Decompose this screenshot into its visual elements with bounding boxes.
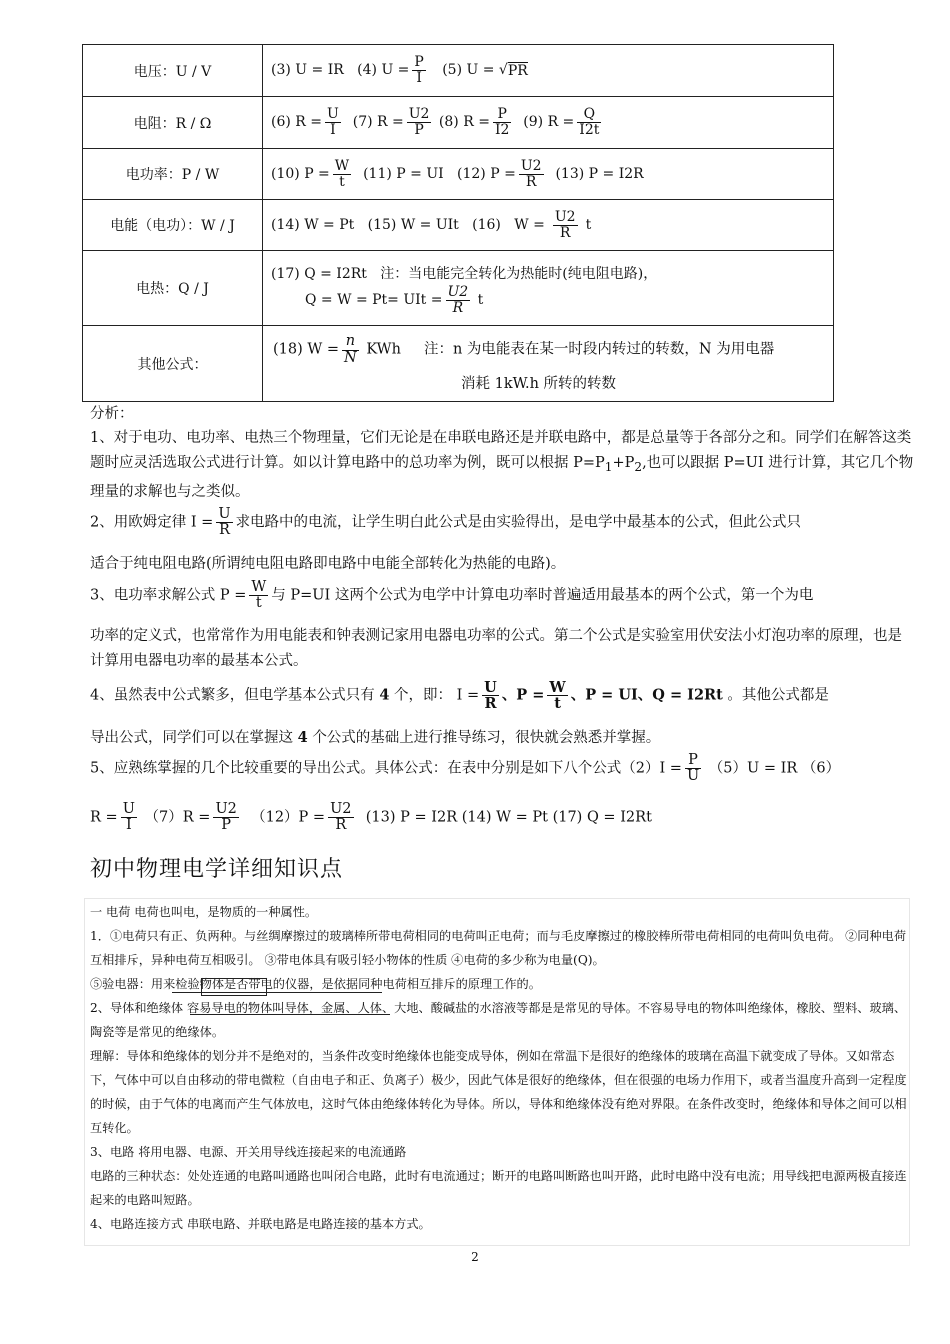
row-label: 其他公式： bbox=[83, 326, 263, 402]
table-row bbox=[83, 200, 834, 251]
formula-cell bbox=[263, 45, 834, 97]
formula: (11) P = UI bbox=[363, 166, 444, 182]
formula-cell bbox=[263, 326, 834, 402]
note: 注：n 为电能表在某一时段内转过的转数，N 为用电器 bbox=[423, 342, 775, 358]
formula: (5) U = bbox=[442, 62, 495, 79]
denominator: R bbox=[484, 695, 497, 713]
analysis-paragraph-3 bbox=[90, 580, 813, 611]
formula: (14) W = Pt bbox=[271, 217, 355, 233]
numerator: U2 bbox=[330, 801, 352, 817]
text: (13) P = I2R (14) W = Pt (17) Q = I2Rt bbox=[365, 809, 652, 826]
numerator: U2 bbox=[520, 157, 542, 174]
formula: KWh bbox=[366, 342, 401, 358]
denominator: I bbox=[125, 817, 132, 834]
fraction bbox=[547, 680, 567, 711]
formula: (17) Q = I2Rt bbox=[271, 265, 367, 282]
numerator: U bbox=[484, 679, 497, 696]
denominator: R bbox=[525, 173, 537, 190]
denominator: R bbox=[559, 224, 571, 241]
knowledge-line: 4、电路连接方式 串联电路、并联电路是电路连接的基本方式。 bbox=[90, 1217, 431, 1231]
formula-cell bbox=[263, 200, 834, 251]
fraction bbox=[553, 210, 578, 240]
text: 。其他公式都是 bbox=[727, 687, 829, 704]
numerator: U2 bbox=[554, 208, 576, 225]
denominator: R bbox=[335, 817, 347, 834]
fraction bbox=[333, 159, 351, 189]
text: （12）P = bbox=[251, 809, 326, 826]
knowledge-line: 一 电荷 电荷也叫电，是物质的一种属性。 bbox=[90, 905, 318, 919]
table-row bbox=[83, 149, 834, 200]
double-arrow-icon bbox=[190, 1014, 390, 1015]
formula: (9) R = bbox=[523, 114, 575, 131]
knowledge-line: 1．①电荷只有正、负两种。与丝绸摩擦过的玻璃棒所带电荷相同的电荷叫正电荷；而与毛皮摩擦过的橡胶棒所带电荷相同的电荷叫负电荷。 ②同种电荷互相排斥，异种电荷互相吸引。 ③带电体具有吸引轻小物体的性质 ④电荷的多少称为电量(Q)。 bbox=[90, 929, 907, 967]
fraction bbox=[325, 107, 341, 137]
fraction bbox=[446, 285, 471, 315]
fraction bbox=[482, 680, 499, 711]
analysis-paragraph-4-cont bbox=[90, 726, 660, 747]
denominator: I2t bbox=[579, 122, 600, 138]
numerator: U2 bbox=[215, 801, 237, 817]
formula: (3) U = IR bbox=[271, 62, 344, 79]
numerator: U2 bbox=[408, 106, 430, 123]
text: 4 bbox=[379, 686, 390, 704]
numerator: Q bbox=[577, 107, 601, 123]
fraction bbox=[328, 802, 353, 833]
table-row bbox=[83, 45, 834, 97]
denominator: I bbox=[330, 122, 336, 138]
fraction bbox=[342, 334, 359, 365]
fraction bbox=[493, 107, 511, 137]
denominator: I2 bbox=[494, 122, 510, 138]
knowledge-line: 理解：导体和绝缘体的划分并不是绝对的，当条件改变时绝缘体也能变成导体，例如在常温下是很好的绝缘体的玻璃在高温下就变成了导体。又如常态下，气体中可以自由移动的带电微粒（自由电子和正、负离子）极少，因此气体是很好的绝缘体，但在很强的电场力作用下，或者当温度升高到一定程度的时候，由于气体的电离而产生气体放电，这时气体由绝缘体转化为导体。所以，导体和绝缘体没有绝对界限。在条件改变时，绝缘体和导体之间可以相互转化。 bbox=[90, 1049, 907, 1135]
note: 注：当电能完全转化为热能时(纯电阻电路)， bbox=[380, 265, 658, 282]
text: ,也可以跟据 P=UI 进行计算，其它几个物理量的求解也与之类似。 bbox=[90, 455, 914, 500]
numerator: n bbox=[342, 334, 359, 350]
denominator: R bbox=[218, 522, 230, 539]
numerator: P bbox=[414, 54, 424, 71]
formula-cell bbox=[263, 149, 834, 200]
denominator: U bbox=[686, 768, 700, 785]
text: 求电路中的电流，让学生明白此公式是由实验得出，是电学中最基本的公式，但此公式只 bbox=[235, 514, 802, 531]
formula: (13) P = I2R bbox=[555, 166, 644, 182]
formula: (6) R = bbox=[271, 114, 323, 131]
fraction bbox=[412, 55, 425, 85]
fraction bbox=[249, 580, 268, 611]
table-row bbox=[83, 97, 834, 149]
text: （5）U = IR （6） bbox=[708, 760, 841, 777]
table-row bbox=[83, 326, 834, 402]
analysis-paragraph-4 bbox=[90, 680, 829, 711]
formula: (4) U = bbox=[357, 62, 410, 79]
formula: W = bbox=[514, 217, 545, 233]
analysis-paragraph-5-cont bbox=[90, 802, 652, 833]
fraction bbox=[407, 107, 432, 137]
table-row bbox=[83, 251, 834, 326]
row-label: 电热：Q / J bbox=[83, 251, 263, 326]
formula: (8) R = bbox=[438, 114, 490, 131]
text: 1、对于电功、电功率、电热三个物理量，它们无论是在串联电路还是并联电路中，都是总量等于各部分之和。同学们在解答这类题时应灵活选取公式进行计算。如以计算电路中的总功率为例，既可以根据 P=P bbox=[90, 430, 912, 471]
row-label: 电阻：R / Ω bbox=[83, 97, 263, 149]
fraction bbox=[577, 107, 601, 137]
formula: (10) P = bbox=[271, 166, 330, 182]
analysis-paragraph-2 bbox=[90, 507, 801, 538]
formula: (15) W = UIt bbox=[367, 217, 459, 233]
analysis-paragraph-1 bbox=[90, 426, 916, 505]
formula-cell bbox=[263, 251, 834, 326]
text: （7）R = bbox=[144, 809, 211, 826]
formula: Q = W = Pt= UIt = bbox=[305, 292, 443, 308]
knowledge-line: 3、电路 将用电器、电源、开关用导线连接起来的电流通路 bbox=[90, 1145, 407, 1159]
numerator: W bbox=[251, 579, 267, 595]
formula: (18) W = bbox=[273, 342, 340, 358]
sqrt-sign-icon: √ bbox=[498, 62, 508, 79]
numerator: U bbox=[218, 506, 231, 522]
text: R = bbox=[90, 809, 118, 826]
row-label: 电功率：P / W bbox=[83, 149, 263, 200]
fraction bbox=[519, 159, 544, 189]
text: 个公式的基础上进行推导练习，很快就会熟悉并掌握。 bbox=[312, 730, 661, 746]
formula: t bbox=[477, 292, 484, 308]
row-label: 电能（电功）：W / J bbox=[83, 200, 263, 251]
analysis-paragraph-2-cont: 适合于纯电阻电路(所谓纯电阻电路即电路中电能全部转化为热能的电路)。 bbox=[90, 556, 566, 572]
numerator: P bbox=[493, 107, 511, 123]
formula: (16) bbox=[472, 217, 501, 233]
text: 2、用欧姆定律 I = bbox=[90, 514, 214, 531]
numerator: U bbox=[122, 801, 135, 817]
text: I = bbox=[456, 687, 480, 704]
double-arrow-icon bbox=[172, 992, 382, 993]
formula: (12) P = bbox=[457, 166, 516, 182]
formula-cell bbox=[263, 97, 834, 149]
subscript: 2 bbox=[634, 459, 643, 474]
text: 个，即： bbox=[394, 687, 453, 704]
formula-table bbox=[82, 44, 834, 402]
fraction bbox=[685, 753, 701, 784]
denominator: P bbox=[221, 817, 232, 834]
subscript: 1 bbox=[604, 459, 613, 474]
denominator: I bbox=[416, 70, 422, 86]
numerator: W bbox=[334, 157, 350, 174]
denominator: R bbox=[452, 299, 464, 316]
numerator: W bbox=[549, 679, 566, 696]
denominator: t bbox=[554, 695, 561, 713]
knowledge-line: 2、导体和绝缘体 容易导电的物体叫导体，金属、人体、大地、酸碱盐的水溶液等都是是常见的导体。不容易导电的物体叫绝缘体，橡胶、塑料、玻璃、陶瓷等是常见的绝缘体。 bbox=[90, 1001, 907, 1039]
denominator: N bbox=[344, 349, 357, 366]
numerator: U bbox=[327, 106, 339, 123]
analysis-paragraph-3-cont: 功率的定义式，也常常作为用电能表和钟表测记家用电器电功率的公式。第二个公式是实验室用伏安法小灯泡功率的原理，也是计算用电器电功率的最基本公式。 bbox=[90, 628, 902, 669]
page-number: 2 bbox=[471, 1250, 479, 1264]
formula: (7) R = bbox=[352, 114, 404, 131]
text: 与 P=UI 这两个公式为电学中计算电功率时普遍适用最基本的两个公式，第一个为电 bbox=[271, 587, 814, 604]
row-label: 电压：U / V bbox=[83, 45, 263, 97]
denominator: t bbox=[255, 595, 262, 612]
analysis-heading: 分析： bbox=[90, 406, 134, 422]
knowledge-line: 电路的三种状态：处处连通的电路叫通路也叫闭合电路，此时有电流通过；断开的电路叫断路也叫开路，此时电路中没有电流；用导线把电源两极直接连起来的电路叫短路。 bbox=[90, 1169, 907, 1207]
text: 4 bbox=[297, 729, 308, 746]
knowledge-line: ⑤验电器：用来检验物体是否带电的仪器，是依据同种电荷相互排斥的原理工作的。 bbox=[90, 977, 541, 991]
text: 、P = UI、Q = I2Rt bbox=[570, 686, 723, 704]
analysis-paragraph-5 bbox=[90, 753, 840, 784]
fraction bbox=[216, 507, 232, 538]
numerator: U2 bbox=[447, 283, 469, 300]
text: 导出公式，同学们可以在掌握这 bbox=[90, 730, 293, 746]
highlight-box bbox=[201, 978, 267, 996]
radicand: PR bbox=[507, 62, 528, 79]
section-title: 初中物理电学详细知识点 bbox=[90, 857, 344, 882]
numerator: P bbox=[685, 753, 701, 769]
fraction bbox=[121, 802, 137, 833]
text: 4、虽然表中公式繁多，但电学基本公式只有 bbox=[90, 687, 375, 704]
text: 、P = bbox=[501, 686, 545, 704]
text: 5、应熟练掌握的几个比较重要的导出公式。具体公式：在表中分别是如下八个公式（2）I = bbox=[90, 760, 682, 777]
fraction bbox=[213, 802, 238, 833]
formula: t bbox=[585, 217, 592, 233]
denominator: P bbox=[414, 122, 424, 138]
text: 3、电功率求解公式 P = bbox=[90, 587, 247, 604]
note: 消耗 1kW.h 所转的转数 bbox=[461, 375, 617, 392]
text: +P bbox=[612, 455, 635, 471]
denominator: t bbox=[339, 173, 345, 190]
